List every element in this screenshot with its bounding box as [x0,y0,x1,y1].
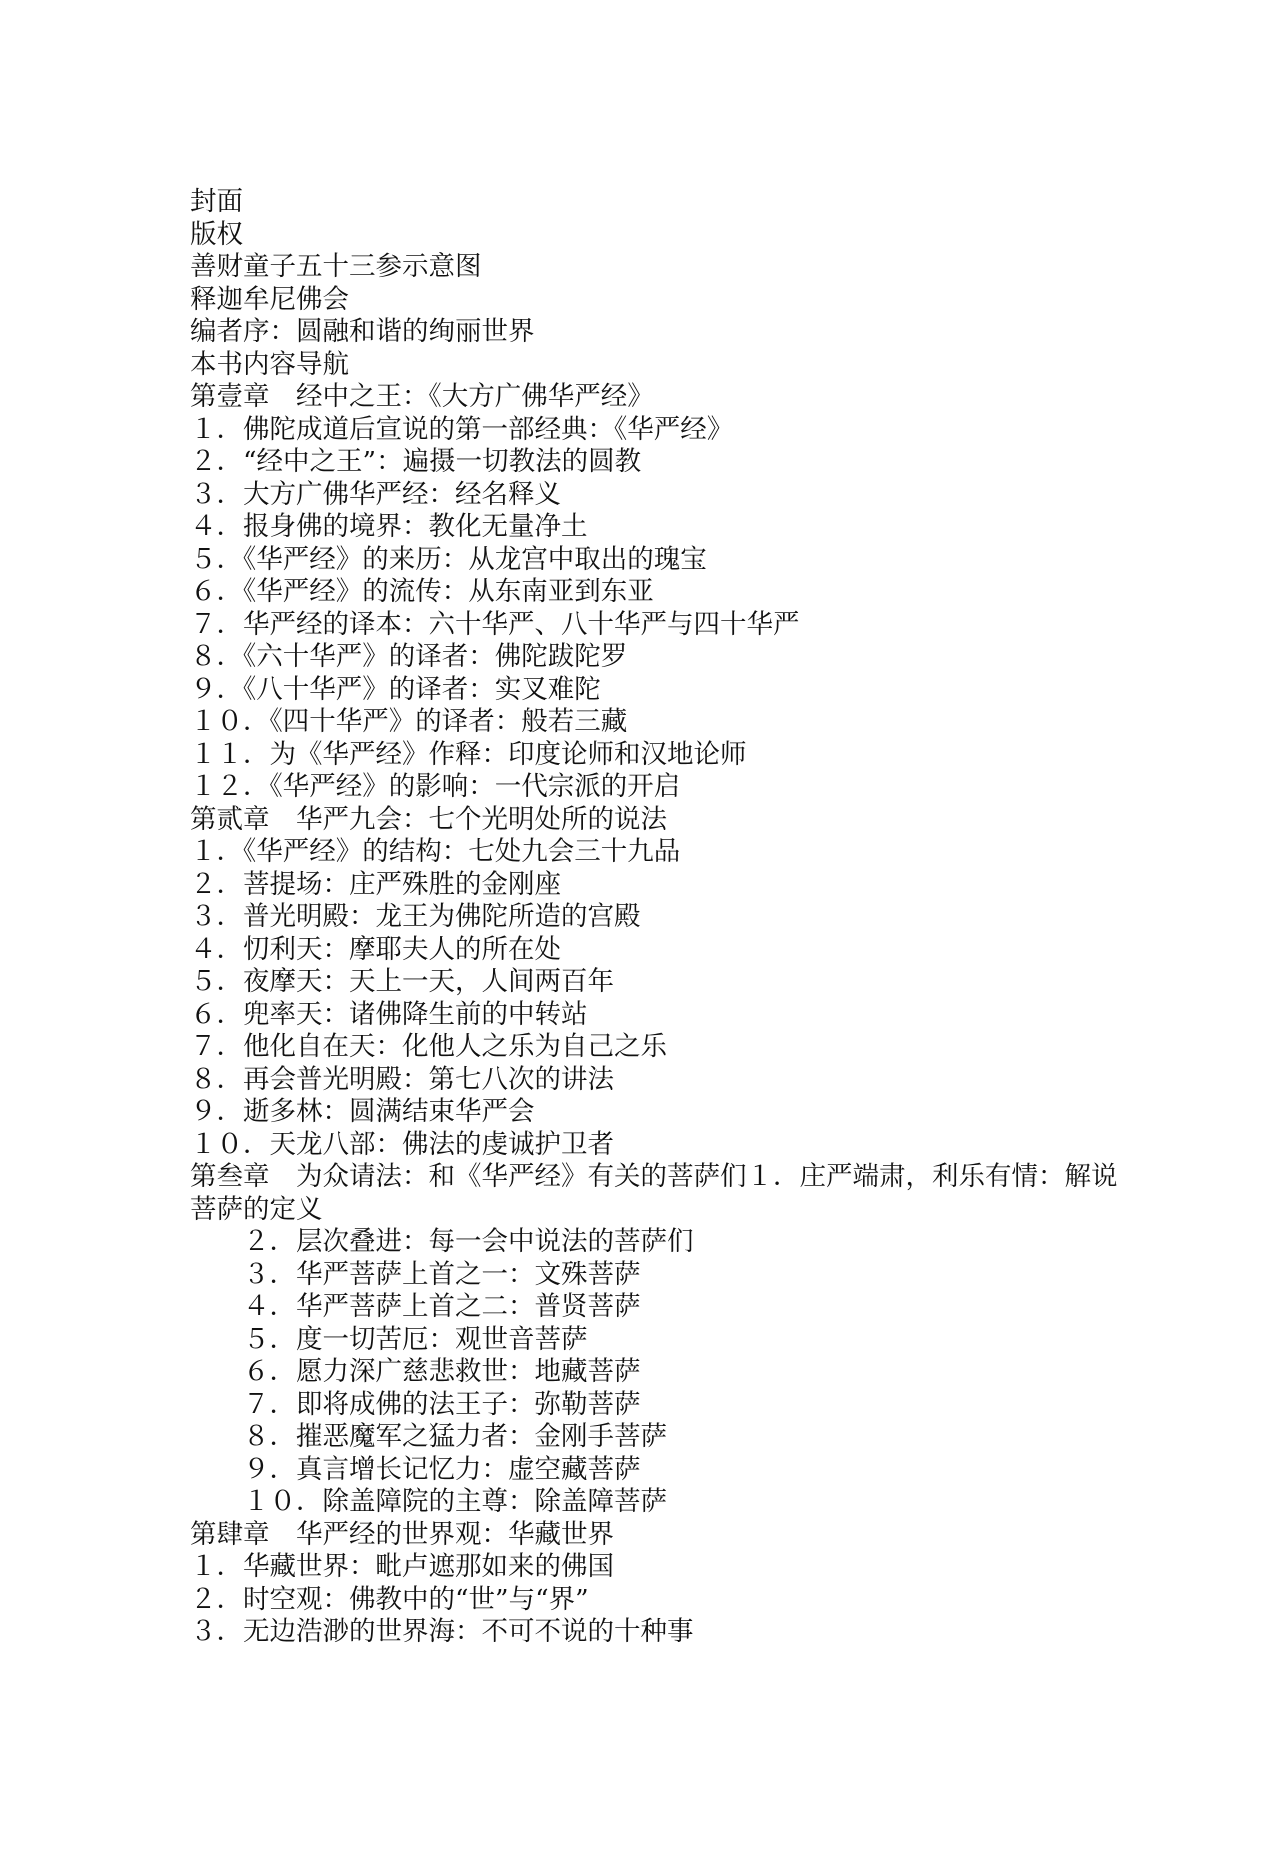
toc-front-matter-item: 善财童子五十三参示意图 [190,251,482,282]
table-of-contents [190,186,1131,1649]
toc-section-item: ８．摧恶魔军之猛力者：金刚手菩萨 [243,1421,667,1452]
toc-front-matter-item: 封面 [190,186,243,217]
toc-front-matter-item: 编者序：圆融和谐的绚丽世界 [190,316,535,347]
chapter-title: 第叁章 为众请法：和《华严经》有关的菩萨们 [190,1161,747,1192]
toc-section-item: ４．报身佛的境界：教化无量净土 [190,511,588,542]
chapter-title-with-first-item [190,1161,1131,1226]
toc-section-item: ７．他化自在天：化他人之乐为自己之乐 [190,1031,667,1062]
toc-section-item: ３．大方广佛华严经：经名释义 [190,478,561,510]
toc-section-item: １１．为《华严经》作释：印度论师和汉地论师 [190,738,747,770]
toc-section-item: ７．华严经的译本：六十华严、八十华严与四十华严 [190,608,800,640]
chapter-1 [190,381,1131,804]
toc-section-item: ８．再会普光明殿：第七八次的讲法 [190,1063,614,1095]
chapter-title: 第壹章 经中之王：《大方广佛华严经》 [190,381,654,412]
toc-section-item: ６．愿力深广慈悲救世：地藏菩萨 [243,1356,641,1387]
toc-section-item: ３．华严菩萨上首之一：文殊菩萨 [243,1258,641,1290]
chapter-title: 第贰章 华严九会：七个光明处所的说法 [190,803,667,835]
toc-section-item: ９．《八十华严》的译者：实叉难陀 [190,673,601,705]
toc-section-item: ２．菩提场：庄严殊胜的金刚座 [190,868,561,900]
toc-section-item: １．《华严经》的结构：七处九会三十九品 [190,836,681,867]
toc-section-item: ５．《华严经》的来历：从龙宫中取出的瑰宝 [190,543,707,575]
toc-section-item: １２．《华严经》的影响：一代宗派的开启 [190,771,681,802]
toc-section-item: ２．“经中之王”：遍摄一切教法的圆教 [190,446,642,477]
toc-section-item: ６．《华严经》的流传：从东南亚到东亚 [190,576,654,607]
toc-section-item: １．佛陀成道后宣说的第一部经典：《华严经》 [190,413,734,445]
toc-section-item: ７．即将成佛的法王子：弥勒菩萨 [243,1388,641,1420]
toc-section-item: ６．兜率天：诸佛降生前的中转站 [190,998,588,1030]
toc-section-item: ９．逝多林：圆满结束华严会 [190,1096,535,1127]
chapter-2 [190,804,1131,1162]
toc-section-item: ２．时空观：佛教中的“世”与“界” [190,1583,589,1615]
toc-section-item: ４．华严菩萨上首之二：普贤菩萨 [243,1291,641,1322]
toc-section-item: ４．忉利天：摩耶夫人的所在处 [190,933,561,965]
toc-front-matter-item: 版权 [190,218,243,250]
chapter-3 [190,1161,1131,1519]
toc-section-item: ９．真言增长记忆力：虚空藏菩萨 [243,1453,641,1485]
toc-section-item: １．华藏世界：毗卢遮那如来的佛国 [190,1551,614,1582]
toc-section-item: １０．天龙八部：佛法的虔诚护卫者 [190,1128,614,1160]
chapter-4 [190,1519,1131,1649]
toc-section-item: ５．夜摩天：天上一天，人间两百年 [190,966,614,997]
front-matter [190,186,1131,381]
toc-section-item: ３．普光明殿：龙王为佛陀所造的宫殿 [190,901,641,932]
toc-section-item: ２．层次叠进：每一会中说法的菩萨们 [243,1226,694,1257]
toc-section-item: ５．度一切苦厄：观世音菩萨 [243,1323,588,1355]
chapter-title: 第肆章 华严经的世界观：华藏世界 [190,1518,614,1550]
toc-front-matter-item: 本书内容导航 [190,348,349,380]
toc-section-item: ８．《六十华严》的译者：佛陀跋陀罗 [190,641,628,672]
toc-section-item: １０．除盖障院的主尊：除盖障菩萨 [243,1486,667,1517]
toc-section-item: １０．《四十华严》的译者：般若三藏 [190,706,628,737]
toc-front-matter-item: 释迦牟尼佛会 [190,283,349,315]
toc-section-item: ３．无边浩渺的世界海：不可不说的十种事 [190,1616,694,1647]
toc-section-item: １．庄严端肃，利乐有情：解说菩萨的定义 [190,1161,1118,1225]
